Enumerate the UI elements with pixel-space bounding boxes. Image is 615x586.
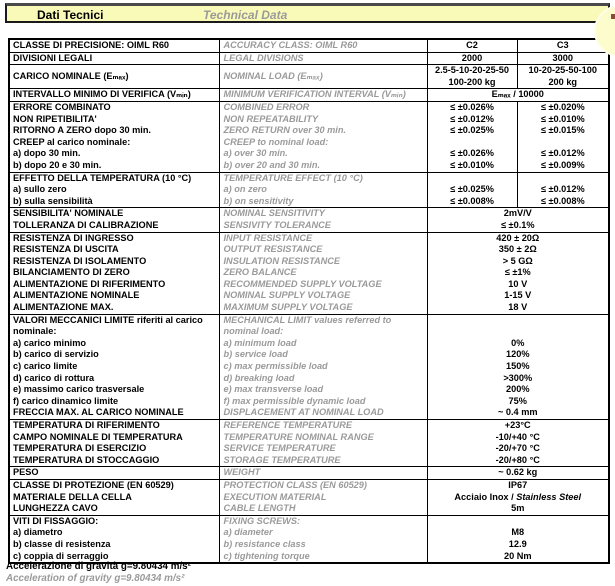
table-row: 1-15 V: [504, 290, 532, 301]
table-row: CABLE LENGTH: [223, 503, 296, 514]
table-row: d) breaking load: [223, 372, 295, 383]
table-row: [428, 315, 609, 338]
table-row: CAMPO NOMINALE DI TEMPERATURA: [13, 431, 183, 442]
column-english-label: [219, 65, 427, 89]
column-value-c2: [427, 65, 517, 89]
table-group: [9, 314, 609, 419]
table-row: ≤ ±0.012%: [540, 184, 585, 195]
column-italian-label: [9, 314, 219, 419]
table-row: VITI DI FISSAGGIO:: [13, 515, 99, 526]
table-row: ≤ ±0.026%: [450, 101, 494, 112]
table-row: e) max transverse load: [223, 384, 324, 395]
table-row: a) on zero: [223, 184, 267, 195]
column-italian-label: [9, 39, 219, 52]
column-value-c3: [517, 172, 609, 208]
column-value-span: [427, 232, 609, 314]
table-row: -10/+40 °C: [495, 431, 540, 442]
table-row: BILANCIAMENTO DI ZERO: [13, 267, 130, 278]
table-row: ≤ ±0.008%: [540, 195, 585, 206]
table-row: ≤ ±0.012%: [540, 148, 585, 159]
gravity-footnote-english: Acceleration of gravity g=9.80434 m/s²: [6, 572, 185, 584]
table-row: NON REPEATABILITY: [223, 113, 319, 124]
table-row: 10 V: [508, 278, 528, 289]
column-italian-label: [9, 232, 219, 314]
table-row: a) over 30 min.: [223, 148, 288, 159]
table-row: LEGAL DIVISIONS: [223, 52, 304, 63]
table-row: NOMINAL SUPPLY VOLTAGE: [223, 290, 351, 301]
column-value-span: [427, 515, 609, 563]
table-row: [518, 173, 609, 185]
table-row: > 5 GΩ: [502, 255, 533, 266]
column-italian-label: [9, 467, 219, 480]
table-row: 10-20-25-50-100 200 kg: [528, 65, 597, 87]
table-group: [9, 52, 609, 65]
table-group: [9, 101, 609, 172]
table-row: d) carico di rottura: [13, 372, 95, 383]
table-row: 75%: [508, 395, 527, 406]
table-row: MINIMUM VERIFICATION INTERVAL (Vₘᵢₙ): [223, 89, 406, 100]
table-row: COMBINED ERROR: [223, 101, 310, 112]
table-row: ≤ ±0.008%: [450, 195, 494, 206]
table-row: C3: [556, 40, 569, 50]
column-english-label: [219, 479, 427, 515]
table-row: b) on sensitivity: [223, 195, 294, 206]
table-row: c) carico limite: [13, 361, 78, 372]
table-row: +23°C: [504, 420, 531, 430]
table-row: [428, 516, 609, 528]
table-row: a) sullo zero: [13, 184, 67, 195]
table-row: 20 Nm: [503, 550, 532, 561]
column-english-label: [219, 52, 427, 65]
table-row: ≤ ±0.010%: [450, 159, 494, 170]
table-row: ERRORE COMBINATO: [13, 101, 111, 112]
header-banner: [5, 3, 610, 23]
table-row: 3000: [552, 52, 573, 63]
table-row: 350 ± 2Ω: [498, 244, 537, 255]
table-row: b) dopo 20 e 30 min.: [13, 159, 102, 170]
column-english-label: [219, 208, 427, 232]
table-row: 200%: [506, 384, 530, 395]
table-row: 2000: [461, 52, 483, 63]
column-italian-label: [9, 101, 219, 172]
gravity-footnote-italian: Accelerazione di gravità g=9.80434 m/s²: [6, 561, 191, 572]
table-row: a) dopo 30 min.: [13, 148, 81, 159]
table-row: [518, 137, 609, 149]
table-row: 0%: [511, 337, 525, 348]
table-group: [9, 467, 609, 480]
table-row: CARICO NOMINALE (Eₘₐₓ): [13, 70, 129, 81]
column-english-label: [219, 172, 427, 208]
table-row: EFFETTO DELLA TEMPERATURA (10 °C): [13, 172, 192, 183]
column-italian-label: [9, 515, 219, 563]
table-row: TEMPERATURA DI RIFERIMENTO: [13, 420, 160, 430]
table-row: IP67: [508, 479, 528, 490]
table-row: 2mV/V: [503, 208, 532, 219]
table-row: [428, 173, 517, 185]
column-english-label: [219, 39, 427, 52]
table-row: b) over 20 and 30 min.: [223, 159, 321, 170]
table-row: ≤ ±0.012%: [450, 113, 494, 124]
table-row: ~ 0.62 kg: [498, 467, 538, 478]
table-row: [428, 137, 517, 149]
table-row: ZERO BALANCE: [223, 267, 297, 278]
table-row: CREEP to nominal load:: [223, 136, 329, 147]
column-italian-label: [9, 172, 219, 208]
column-italian-label: [9, 52, 219, 65]
table-row: 120%: [506, 349, 530, 360]
table-row: SENSIVITY TOLERANCE: [223, 219, 331, 230]
table-row: TEMPERATURE EFFECT (10 °C): [223, 172, 363, 183]
table-row: Acciaio Inox / Stainless Steel: [454, 491, 582, 502]
table-row: Eₘₐₓ / 10000: [491, 89, 544, 100]
table-row: c) tightening torque: [223, 550, 310, 561]
table-row: ALIMENTAZIONE DI RIFERIMENTO: [13, 278, 166, 289]
table-row: CREEP al carico nominale:: [13, 136, 131, 147]
table-row: LUNGHEZZA CAVO: [13, 503, 98, 514]
table-row: MAXIMUM SUPPLY VOLTAGE: [223, 302, 353, 313]
table-group: [9, 65, 609, 89]
table-row: FIXING SCREWS:: [223, 515, 301, 526]
table-row: DISPLACEMENT AT NOMINAL LOAD: [223, 407, 384, 418]
column-value-span: [427, 479, 609, 515]
table-row: RESISTENZA DI USCITA: [13, 244, 119, 255]
table-row: a) carico minimo: [13, 337, 87, 348]
table-row: ZERO RETURN over 30 min.: [223, 125, 347, 136]
table-row: -20/+80 °C: [495, 454, 540, 465]
table-row: NON RIPETIBILITA': [13, 113, 97, 124]
tech-data-table: [8, 38, 610, 564]
table-row: C2: [466, 40, 478, 50]
column-italian-label: [9, 479, 219, 515]
table-row: NOMINAL LOAD (Eₘₐₓ): [223, 70, 323, 81]
table-row: ≤ ±0.1%: [500, 219, 535, 230]
page-title-italian: Dati Tecnici: [37, 8, 104, 22]
column-english-label: [219, 101, 427, 172]
table-row: 150%: [506, 361, 530, 372]
corner-tick-mark: [611, 14, 615, 19]
column-english-label: [219, 89, 427, 102]
table-row: ≤ ±0.026%: [450, 148, 494, 159]
table-group: [9, 232, 609, 314]
page-title-english: Technical Data: [203, 8, 288, 22]
tech-data-table-body: [9, 39, 609, 563]
table-row: RITORNO A ZERO dopo 30 min.: [13, 125, 151, 136]
table-row: a) diameter: [223, 527, 273, 538]
column-english-label: [219, 420, 427, 467]
table-row: ≤ ±0.025%: [450, 125, 494, 136]
column-english-label: [219, 515, 427, 563]
table-row: ~ 0.4 mm: [497, 407, 538, 418]
table-row: a) minimum load: [223, 337, 297, 348]
column-italian-label: [9, 208, 219, 232]
table-row: ≤ ±0.009%: [540, 159, 585, 170]
table-row: FRECCIA MAX. AL CARICO NOMINALE: [13, 407, 184, 418]
table-row: 18 V: [508, 302, 528, 313]
table-row: WEIGHT: [223, 467, 261, 478]
table-row: M8: [511, 527, 525, 538]
column-value-c3: [517, 101, 609, 172]
column-value-span: [427, 467, 609, 480]
column-value-c2: [427, 101, 517, 172]
table-row: 5m: [511, 503, 525, 514]
column-value-span: [427, 314, 609, 419]
column-value-c2: [427, 172, 517, 208]
table-row: TEMPERATURE NOMINAL RANGE: [223, 431, 374, 442]
table-row: f) carico dinamico limite: [13, 395, 119, 406]
table-row: b) service load: [223, 349, 288, 360]
table-group: [9, 515, 609, 563]
table-row: DIVISIONI LEGALI: [13, 52, 93, 63]
table-row: ≤ ±0.025%: [450, 184, 494, 195]
table-row: INPUT RESISTANCE: [223, 232, 313, 243]
table-row: b) resistance class: [223, 538, 306, 549]
table-row: -20/+70 °C: [495, 443, 540, 454]
table-row: ACCURACY CLASS: OIML R60: [223, 40, 358, 50]
table-row: MECHANICAL LIMIT values referred to nominal load:: [223, 314, 392, 337]
table-row: c) coppia di serraggio: [13, 550, 109, 561]
gravity-footnote: [6, 561, 191, 584]
table-row: 2.5-5-10-20-25-50 100-200 kg: [434, 65, 510, 87]
table-row: TOLLERANZA DI CALIBRAZIONE: [13, 219, 159, 230]
table-row: STORAGE TEMPERATURE: [223, 454, 341, 465]
column-italian-label: [9, 89, 219, 102]
column-english-label: [219, 232, 427, 314]
table-row: RESISTENZA DI INGRESSO: [13, 232, 134, 243]
table-row: ≤ ±0.015%: [540, 125, 585, 136]
table-row: b) sulla sensibilità: [13, 195, 93, 206]
column-value-c2: [427, 39, 517, 52]
table-row: PESO: [13, 467, 39, 478]
table-row: CLASSE DI PROTEZIONE (EN 60529): [13, 479, 174, 490]
table-row: b) classe di resistenza: [13, 538, 111, 549]
table-row: EXECUTION MATERIAL: [223, 491, 327, 502]
column-value-c2: [427, 52, 517, 65]
table-row: >300%: [503, 372, 533, 383]
column-english-label: [219, 314, 427, 419]
table-row: f) max permissible dynamic load: [223, 395, 366, 406]
table-row: e) massimo carico trasversale: [13, 384, 145, 395]
table-row: b) carico di servizio: [13, 349, 99, 360]
table-row: INSULATION RESISTANCE: [223, 255, 341, 266]
table-row: ALIMENTAZIONE MAX.: [13, 302, 114, 313]
table-row: ≤ ±0.010%: [540, 113, 585, 124]
column-value-span: [427, 89, 609, 102]
table-row: TEMPERATURA DI ESERCIZIO: [13, 443, 147, 454]
table-group: [9, 420, 609, 467]
table-row: VALORI MECCANICI LIMITE riferiti al carico nominale:: [13, 314, 203, 337]
column-value-span: [427, 208, 609, 232]
table-row: ≤ ±1%: [504, 267, 531, 278]
table-group: [9, 208, 609, 232]
table-row: 420 ± 20Ω: [496, 232, 540, 243]
table-row: ≤ ±0.020%: [540, 101, 585, 112]
table-row: REFERENCE TEMPERATURE: [223, 420, 352, 430]
table-group: [9, 89, 609, 102]
table-row: INTERVALLO MINIMO DI VERIFICA (Vₘᵢₙ): [13, 89, 191, 100]
table-row: SERVICE TEMPERATURE: [223, 443, 336, 454]
table-row: CLASSE DI PRECISIONE: OIML R60: [13, 40, 170, 50]
column-value-c3: [517, 65, 609, 89]
table-row: PROTECTION CLASS (EN 60529): [223, 479, 367, 490]
table-row: RESISTENZA DI ISOLAMENTO: [13, 255, 147, 266]
table-row: SENSIBILITA' NOMINALE: [13, 208, 124, 219]
table-group: [9, 479, 609, 515]
table-row: RECOMMENDED SUPPLY VOLTAGE: [223, 278, 382, 289]
table-row: OUTPUT RESISTANCE: [223, 244, 323, 255]
table-row: TEMPERATURA DI STOCCAGGIO: [13, 454, 160, 465]
table-row: c) max permissible load: [223, 361, 328, 372]
table-group: [9, 39, 609, 52]
column-value-c3: [517, 52, 609, 65]
column-english-label: [219, 467, 427, 480]
table-row: a) diametro: [13, 527, 63, 538]
table-row: ALIMENTAZIONE NOMINALE: [13, 290, 140, 301]
column-value-span: [427, 420, 609, 467]
table-row: MATERIALE DELLA CELLA: [13, 491, 132, 502]
table-row: 12.9: [508, 538, 527, 549]
column-italian-label: [9, 65, 219, 89]
table-group: [9, 172, 609, 208]
table-row: NOMINAL SENSITIVITY: [223, 208, 325, 219]
column-italian-label: [9, 420, 219, 467]
